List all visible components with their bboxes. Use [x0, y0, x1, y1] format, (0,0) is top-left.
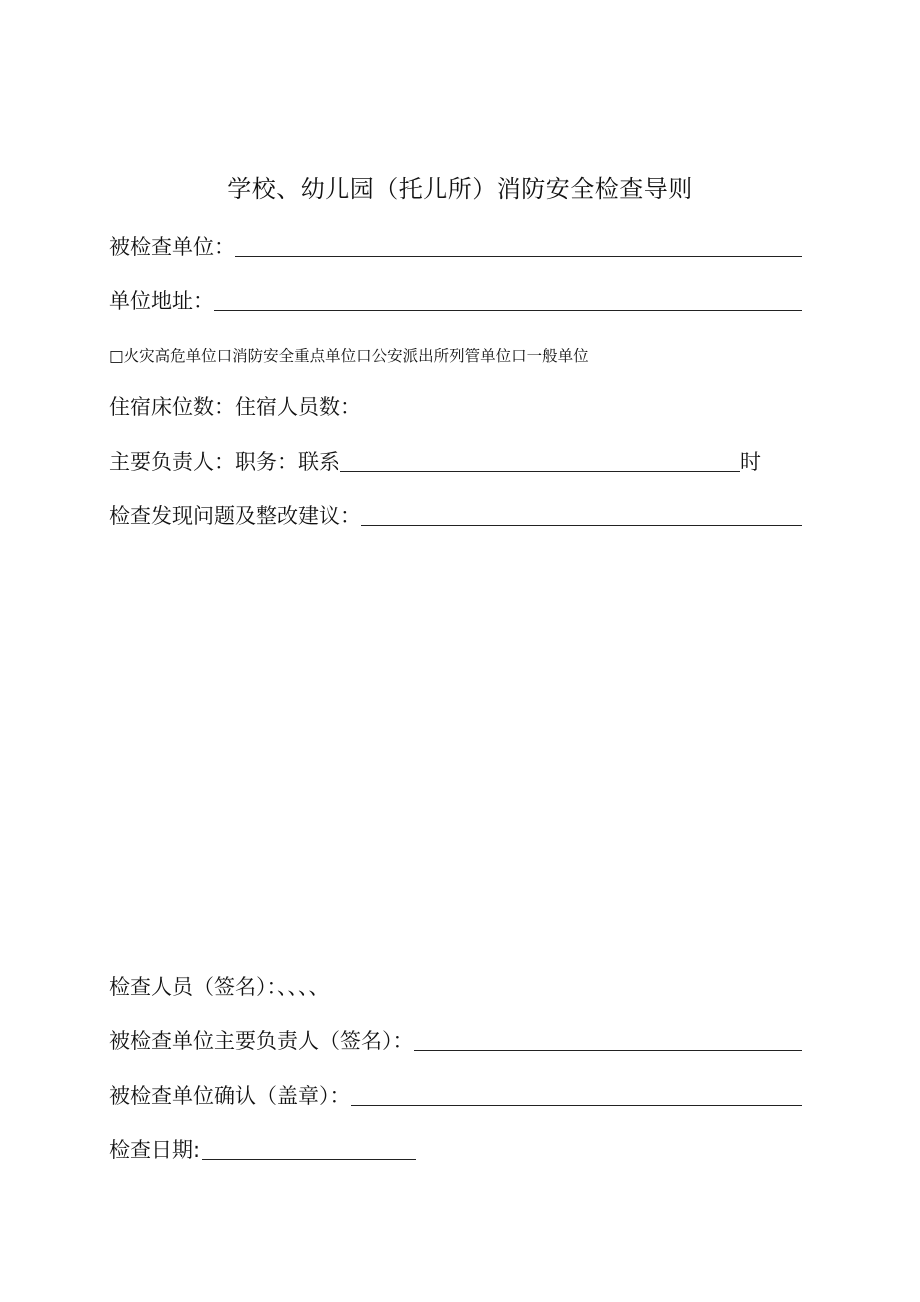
unit-address-blank[interactable] — [214, 309, 802, 311]
inspectors-row — [109, 970, 802, 1000]
inspected-unit-label: 被检查单位： — [109, 235, 235, 259]
principal-label: 主要负责人：职务：联系 — [109, 450, 340, 474]
issues-blank[interactable] — [361, 524, 802, 526]
inspected-unit-row — [109, 230, 802, 260]
principal-row — [109, 445, 761, 475]
issues-row — [109, 499, 802, 529]
principal-suffix: 时 — [740, 450, 761, 474]
principal-blank[interactable] — [340, 470, 740, 472]
beds-row — [109, 390, 802, 420]
inspectors-label: 检查人员（签名）：、、、、 — [109, 975, 330, 999]
inspected-unit-blank[interactable] — [235, 255, 802, 257]
unit-confirm-label: 被检查单位确认（盖章）： — [109, 1084, 351, 1108]
date-row — [109, 1133, 416, 1163]
unit-confirm-blank[interactable] — [351, 1104, 803, 1106]
unit-confirm-row — [109, 1079, 802, 1109]
unit-address-label: 单位地址： — [109, 289, 214, 313]
unit-principal-sign-label: 被检查单位主要负责人（签名）： — [109, 1029, 414, 1053]
unit-address-row — [109, 284, 802, 314]
date-label: 检查日期: — [109, 1138, 201, 1162]
page-title: 学校、幼儿园（托儿所）消防安全检查导则 — [227, 175, 693, 203]
unit-principal-sign-row — [109, 1024, 802, 1054]
unit-category-options[interactable]: □火灾高危单位口消防安全重点单位口公安派出所列管单位口一般单位 — [109, 347, 589, 365]
beds-label: 住宿床位数：住宿人员数： — [109, 395, 361, 419]
unit-principal-sign-blank[interactable] — [414, 1049, 803, 1051]
date-blank[interactable] — [202, 1158, 416, 1160]
issues-label: 检查发现问题及整改建议： — [109, 504, 361, 528]
